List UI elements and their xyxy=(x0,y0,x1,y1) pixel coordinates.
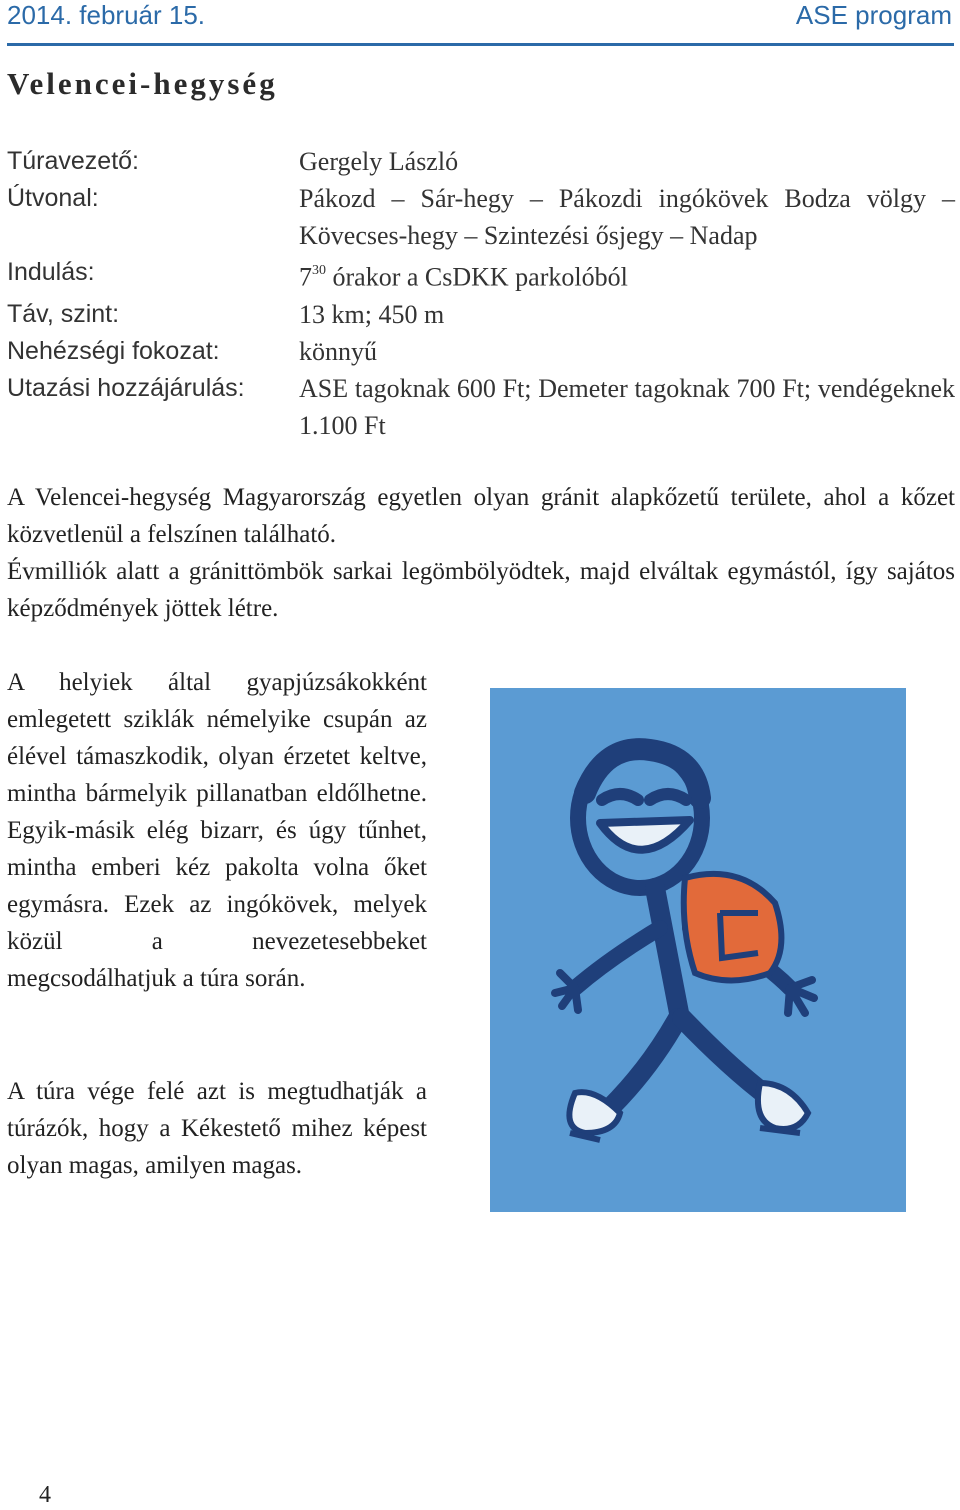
fee-label: Utazási hozzájárulás: xyxy=(7,373,245,402)
start-value xyxy=(299,254,955,296)
start-hour: 7 xyxy=(299,262,312,292)
header-program: ASE program xyxy=(795,0,952,30)
info-row-fee xyxy=(7,370,955,444)
difficulty-value: könnyű xyxy=(299,336,377,366)
paragraph-formations: Évmilliók alatt a gránittömbök sarkai legömbölyödtek, majd elváltak egymástól, így sajátos képződmények jöttek létre. xyxy=(7,558,955,622)
route-value: Pákozd – Sár-hegy – Pákozdi ingókövek Bodza völgy – Kövecses-hegy – Szintezési ősjegy – Nadap xyxy=(299,184,955,250)
fee-value: ASE tagoknak 600 Ft; Demeter tagoknak 700 Ft; vendégeknek 1.100 Ft xyxy=(299,373,955,440)
info-row-route xyxy=(7,180,955,254)
distance-value: 13 km; 450 m xyxy=(299,299,445,329)
paragraph-rocking-stones: A helyiek által gyapjúzsákokként emlegetett sziklák némelyike csupán az élével támaszkodik, olyan érzetet keltve, mintha bármelyik pillanatban eldőlhetne. Egyik-másik elég bizarr, és úgy tűnhet, mintha emberi kéz pakolta volna őket egymásra. Ezek az ingókövek, melyek közül a nevezetesebbeket megcsodálhatjuk a túra során. xyxy=(7,669,427,992)
guide-label: Túravezető: xyxy=(7,147,140,175)
header-date: 2014. február 15. xyxy=(7,0,206,30)
start-minute: 30 xyxy=(312,263,326,278)
distance-label: Táv, szint: xyxy=(7,299,120,328)
page-number: 4 xyxy=(39,1482,51,1508)
info-row-guide xyxy=(7,143,955,180)
hiker-illustration xyxy=(490,688,906,1212)
route-label: Útvonal: xyxy=(7,184,99,212)
info-row-distance xyxy=(7,296,955,333)
page-header xyxy=(7,0,954,46)
paragraph-granite: A Velencei-hegység Magyarország egyetlen olyan gránit alapkőzetű területe, ahol a kőzet közvetlenül a felszínen található. xyxy=(7,484,955,548)
start-text: órakor a CsDKK parkolóból xyxy=(326,262,628,292)
difficulty-label: Nehézségi fokozat: xyxy=(7,336,220,365)
page-title: Velencei-hegység xyxy=(7,66,278,101)
hiker-figure-icon xyxy=(490,688,906,1212)
info-row-difficulty xyxy=(7,333,955,370)
guide-value: Gergely László xyxy=(299,147,459,176)
start-label: Indulás: xyxy=(7,258,95,286)
paragraph-kekesteto: A túra vége felé azt is megtudhatják a túrázók, hogy a Kékestető mihez képest olyan magas, amilyen magas. xyxy=(7,1078,427,1179)
tour-info xyxy=(7,143,955,444)
info-row-start xyxy=(7,254,955,296)
